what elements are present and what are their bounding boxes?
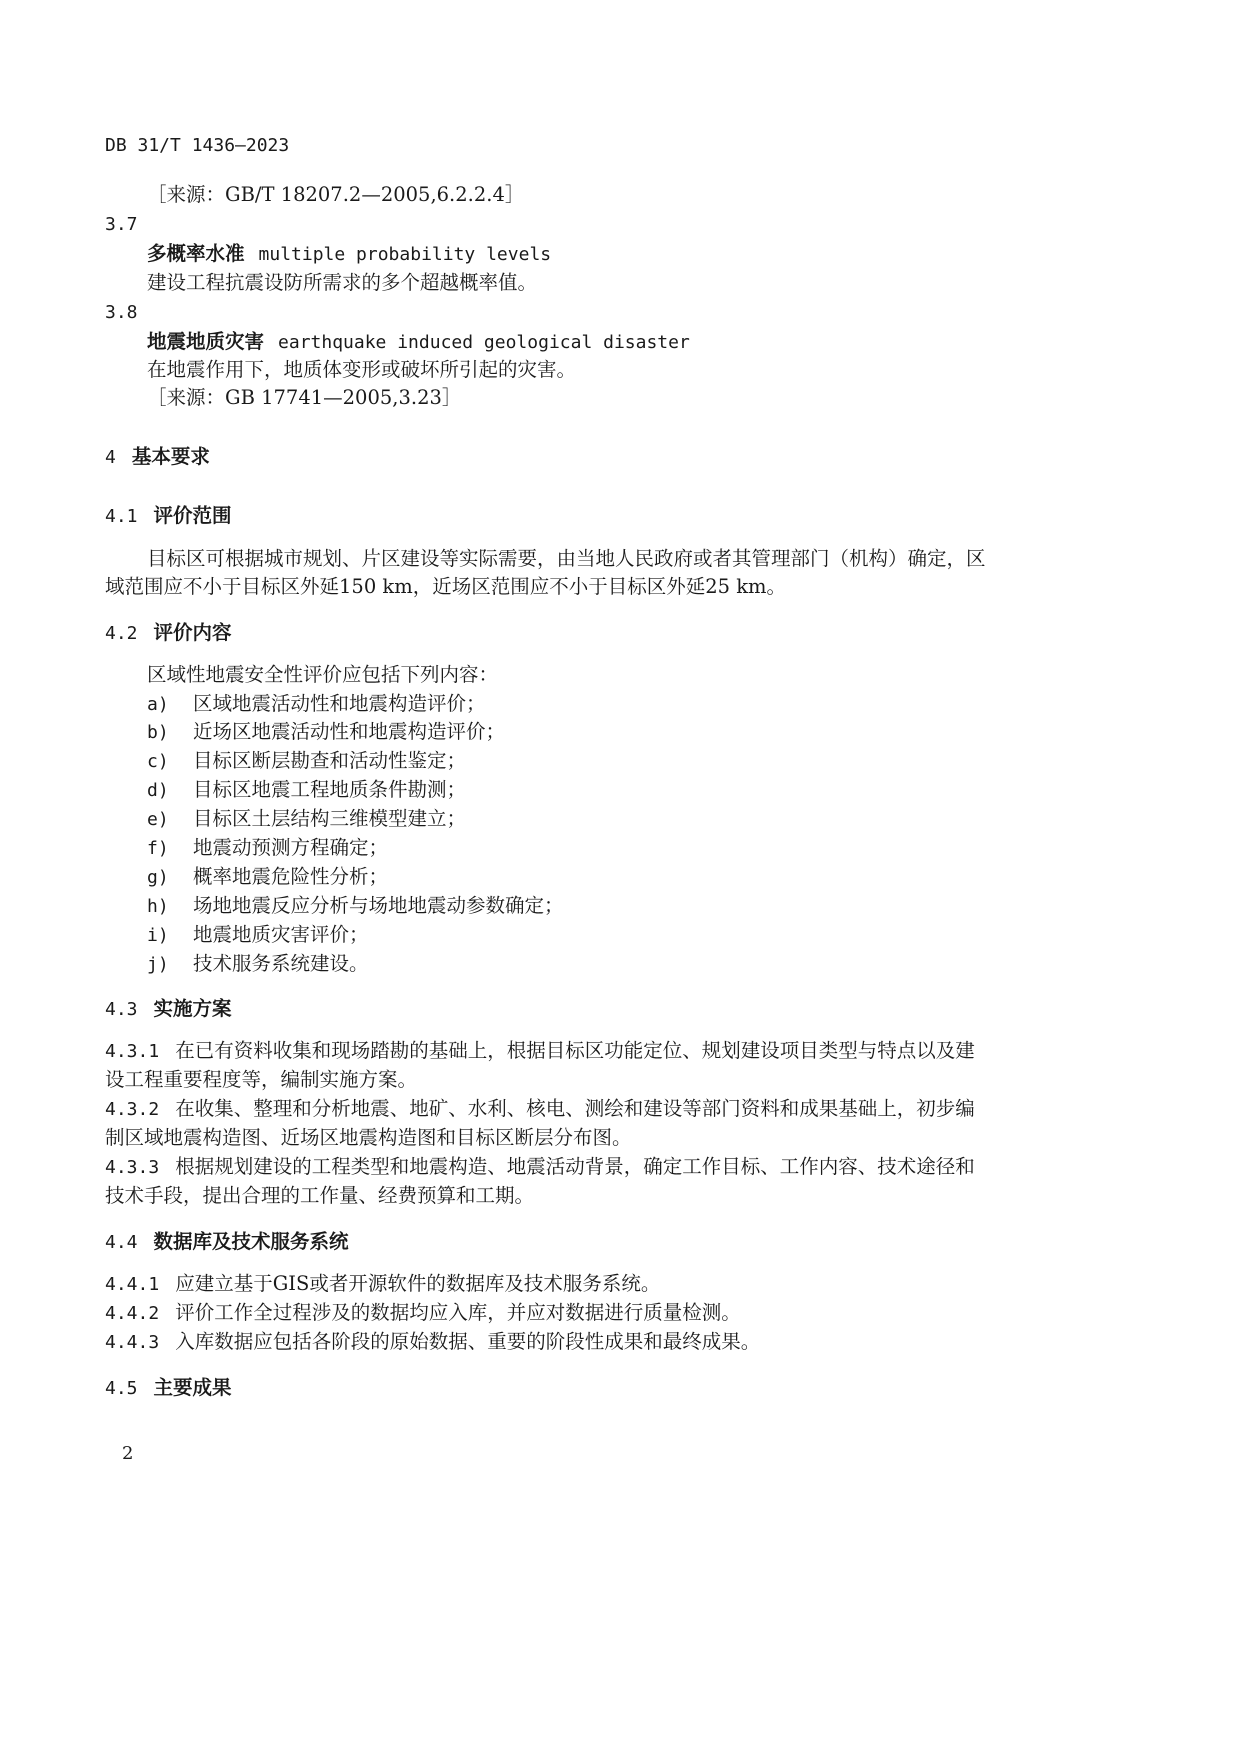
list-item-text: 目标区地震工程地质条件勘测；: [193, 778, 467, 801]
list-item-text: 区域地震活动性和地震构造评价；: [193, 692, 486, 715]
clause-number: 4.4.2: [105, 1303, 160, 1324]
list-item: [147, 806, 466, 833]
section-title: 主要成果: [153, 1376, 232, 1399]
list-item-label: j): [147, 954, 169, 975]
list-item-text: 场地地震反应分析与场地地震动参数确定；: [193, 894, 564, 917]
term-source: ［来源：GB/T 18207.2—2005,6.2.2.4］: [147, 183, 525, 206]
list-item-label: d): [147, 780, 169, 801]
clause-number: 4.4.1: [105, 1274, 160, 1295]
paragraph-line: 目标区可根据城市规划、片区建设等实际需要，由当地人民政府或者其管理部门（机构）确定，区: [147, 547, 986, 570]
section-title: 数据库及技术服务系统: [153, 1230, 349, 1253]
list-item-label: a): [147, 694, 169, 715]
page-number: 2: [122, 1443, 134, 1464]
term-definition: 在地震作用下，地质体变形或破坏所引起的灾害。: [147, 358, 577, 381]
list-item-label: b): [147, 722, 169, 743]
clause-continuation: 设工程重要程度等，编制实施方案。: [105, 1068, 418, 1091]
clause-number: 4.3.1: [105, 1041, 160, 1062]
clause-number: 4.3.2: [105, 1099, 160, 1120]
term-number: 3.7: [105, 214, 138, 235]
list-intro: 区域性地震安全性评价应包括下列内容：: [147, 663, 499, 686]
list-item-label: i): [147, 925, 169, 946]
list-item-text: 技术服务系统建设。: [193, 952, 369, 975]
list-item-label: c): [147, 751, 169, 772]
clause: [105, 1300, 741, 1327]
chapter-number: 4: [105, 447, 116, 468]
list-item: [147, 951, 369, 978]
section-title: 实施方案: [153, 997, 232, 1020]
clause-text: 评价工作全过程涉及的数据均应入库，并应对数据进行质量检测。: [175, 1301, 741, 1324]
clause-continuation: 制区域地震构造图、近场区地震构造图和目标区断层分布图。: [105, 1126, 632, 1149]
clause: [105, 1271, 660, 1298]
list-item: [147, 691, 486, 718]
section-heading-4-5: [105, 1375, 232, 1402]
list-item-text: 地震地质灾害评价；: [193, 923, 369, 946]
term-en: multiple probability levels: [258, 244, 552, 265]
term-heading: [147, 329, 690, 356]
section-number: 4.4: [105, 1232, 138, 1253]
section-number: 4.1: [105, 506, 138, 527]
term-source: ［来源：GB 17741—2005,3.23］: [147, 386, 462, 409]
clause-text: 根据规划建设的工程类型和地震构造、地震活动背景，确定工作目标、工作内容、技术途径和: [175, 1155, 975, 1178]
list-item-label: h): [147, 896, 169, 917]
list-item: [147, 893, 564, 920]
clause-number: 4.4.3: [105, 1332, 160, 1353]
clause: [105, 1096, 975, 1123]
clause-number: 4.3.3: [105, 1157, 160, 1178]
list-item: [147, 777, 466, 804]
chapter-heading: [105, 444, 210, 471]
section-heading-4-3: [105, 996, 232, 1023]
section-title: 评价范围: [153, 504, 232, 527]
clause-text: 应建立基于GIS或者开源软件的数据库及技术服务系统。: [175, 1272, 661, 1295]
list-item: [147, 864, 388, 891]
section-title: 评价内容: [153, 621, 232, 644]
clause-continuation: 技术手段，提出合理的工作量、经费预算和工期。: [105, 1184, 535, 1207]
doc-code: DB 31/T 1436—2023: [105, 135, 290, 156]
clause: [105, 1154, 975, 1181]
list-item-label: e): [147, 809, 169, 830]
clause-text: 入库数据应包括各阶段的原始数据、重要的阶段性成果和最终成果。: [175, 1330, 761, 1353]
term-definition: 建设工程抗震设防所需求的多个超越概率值。: [147, 271, 538, 294]
list-item: [147, 748, 466, 775]
section-number: 4.3: [105, 999, 138, 1020]
list-item: [147, 922, 369, 949]
term-number: 3.8: [105, 302, 138, 323]
list-item-text: 目标区断层勘查和活动性鉴定；: [193, 749, 467, 772]
section-number: 4.2: [105, 623, 138, 644]
chapter-title: 基本要求: [131, 445, 210, 468]
term-cn: 多概率水准: [147, 242, 245, 265]
list-item-label: g): [147, 867, 169, 888]
clause: [105, 1038, 975, 1065]
list-item-label: f): [147, 838, 169, 859]
clause-text: 在收集、整理和分析地震、地矿、水利、核电、测绘和建设等部门资料和成果基础上，初步编: [175, 1097, 975, 1120]
term-heading: [147, 241, 551, 268]
list-item-text: 地震动预测方程确定；: [193, 836, 389, 859]
list-item: [147, 835, 388, 862]
section-number: 4.5: [105, 1378, 138, 1399]
section-heading-4-2: [105, 620, 232, 647]
term-cn: 地震地质灾害: [147, 330, 265, 353]
list-item-text: 目标区土层结构三维模型建立；: [193, 807, 467, 830]
list-item: [147, 719, 505, 746]
section-heading-4-4: [105, 1229, 349, 1256]
list-item-text: 概率地震危险性分析；: [193, 865, 389, 888]
term-en: earthquake induced geological disaster: [278, 332, 690, 353]
clause-text: 在已有资料收集和现场踏勘的基础上，根据目标区功能定位、规划建设项目类型与特点以及建: [175, 1039, 975, 1062]
section-heading-4-1: [105, 503, 232, 530]
paragraph-line: 域范围应不小于目标区外延150 km，近场区范围应不小于目标区外延25 km。: [105, 575, 787, 598]
clause: [105, 1329, 760, 1356]
list-item-text: 近场区地震活动性和地震构造评价；: [193, 720, 506, 743]
